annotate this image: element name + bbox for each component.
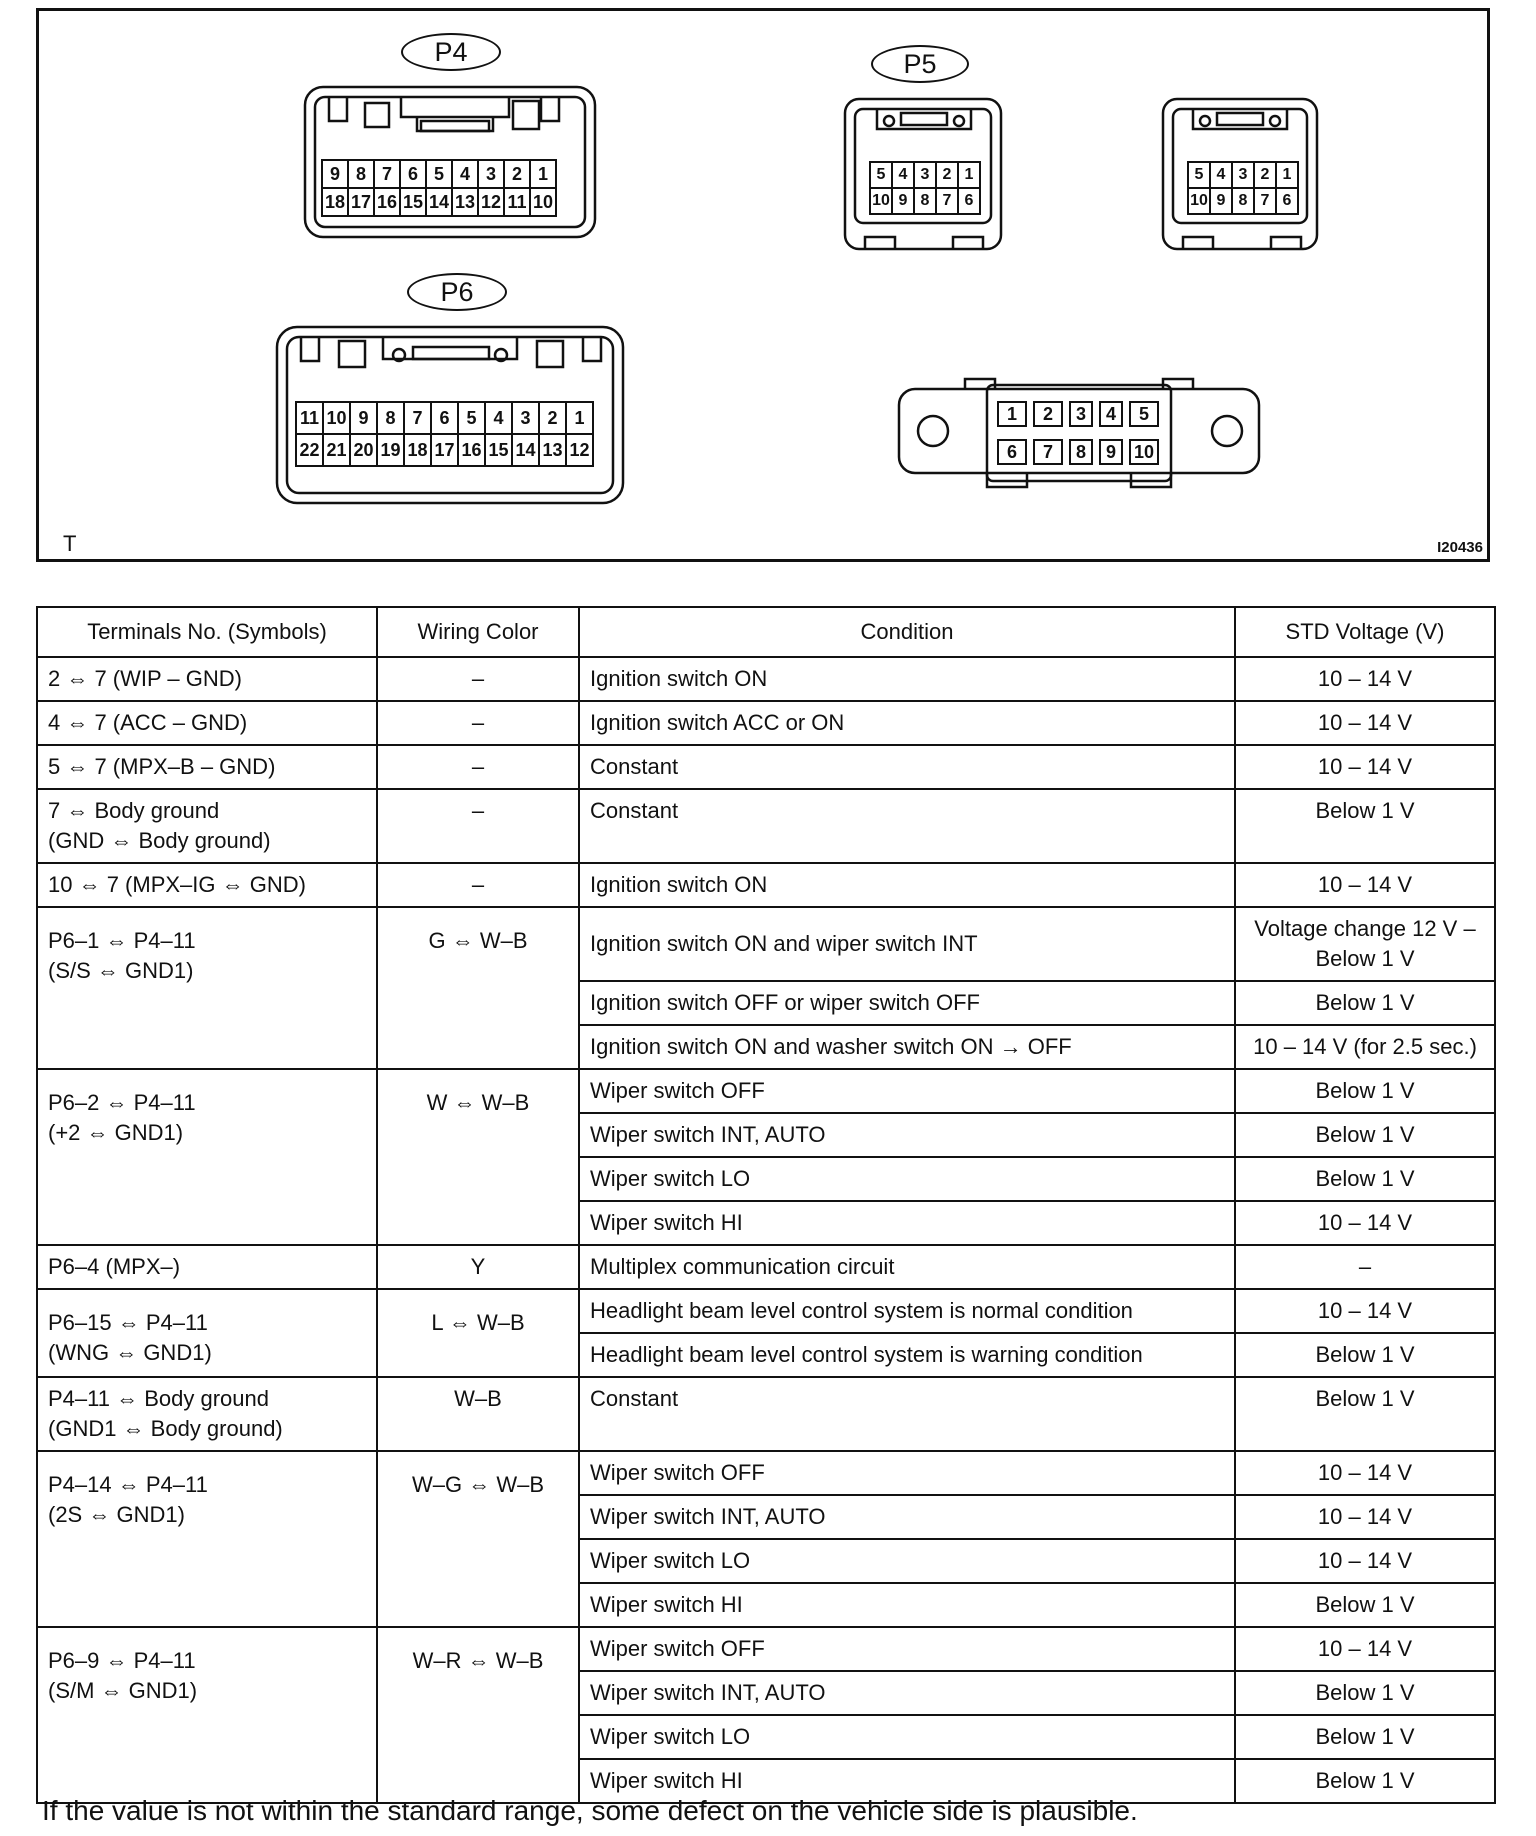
terminal-cell: P6–4 (MPX–): [37, 1245, 377, 1289]
pin: 1: [565, 401, 594, 435]
pin: 3: [477, 159, 505, 189]
terminal-cell: P4–14 ⇔ P4–11 (2S ⇔ GND1): [37, 1451, 377, 1627]
connector-5-pin-row-top: [997, 401, 1159, 427]
condition-cell: Ignition switch ON and washer switch ON → OFF: [579, 1025, 1235, 1069]
table-header-row: [37, 607, 1495, 657]
pin: 16: [457, 433, 486, 467]
table-row: [37, 1451, 1495, 1495]
condition-cell: Wiper switch INT, AUTO: [579, 1671, 1235, 1715]
condition-cell: Wiper switch INT, AUTO: [579, 1495, 1235, 1539]
terminal-cell: P6–2 ⇔ P4–11 (+2 ⇔ GND1): [37, 1069, 377, 1245]
table-row: [37, 745, 1495, 789]
table-body: [37, 657, 1495, 1803]
voltage-cell: Below 1 V: [1235, 1759, 1495, 1803]
condition-cell: Ignition switch ON: [579, 657, 1235, 701]
pin: 1: [957, 161, 981, 189]
voltage-cell: 10 – 14 V: [1235, 1201, 1495, 1245]
pin: 2: [503, 159, 531, 189]
pin: 5: [425, 159, 453, 189]
pin: 22: [295, 433, 324, 467]
header-condition: Condition: [579, 607, 1235, 657]
pin: 9: [891, 187, 915, 215]
voltage-cell: Below 1 V: [1235, 1157, 1495, 1201]
connector-5-pin-row-bottom: [997, 439, 1159, 465]
wiring-color-cell: W–B: [377, 1377, 579, 1451]
voltage-cell: 10 – 14 V: [1235, 657, 1495, 701]
wiring-color-cell: –: [377, 657, 579, 701]
voltage-cell: 10 – 14 V (for 2.5 sec.): [1235, 1025, 1495, 1069]
pin: 8: [1231, 187, 1255, 215]
pin: 19: [376, 433, 405, 467]
p5-pin-row-bottom: [869, 187, 979, 215]
terminal-voltage-table: [36, 606, 1496, 1804]
p4-pin-row-top: [321, 159, 555, 189]
condition-cell: Wiper switch LO: [579, 1157, 1235, 1201]
voltage-cell: 10 – 14 V: [1235, 745, 1495, 789]
terminal-cell: 7 ⇔ Body ground (GND ⇔ Body ground): [37, 789, 377, 863]
pin: 4: [484, 401, 513, 435]
condition-cell: Wiper switch OFF: [579, 1069, 1235, 1113]
pin: 2: [1253, 161, 1277, 189]
condition-cell: Ignition switch ACC or ON: [579, 701, 1235, 745]
wiring-color-cell: L ⇔ W–B: [377, 1289, 579, 1377]
terminal-cell: P6–1 ⇔ P4–11 (S/S ⇔ GND1): [37, 907, 377, 1069]
pin: 7: [1033, 439, 1063, 465]
condition-cell: Wiper switch OFF: [579, 1451, 1235, 1495]
pin: 6: [1275, 187, 1299, 215]
voltage-cell: Below 1 V: [1235, 1583, 1495, 1627]
wiring-color-cell: G ⇔ W–B: [377, 907, 579, 1069]
diagram-mark: T: [63, 531, 77, 556]
voltage-cell: Below 1 V: [1235, 1671, 1495, 1715]
voltage-cell: 10 – 14 V: [1235, 863, 1495, 907]
pin: 15: [484, 433, 513, 467]
pin: 7: [1253, 187, 1277, 215]
voltage-cell: Below 1 V: [1235, 981, 1495, 1025]
table-row: [37, 863, 1495, 907]
condition-cell: Constant: [579, 1377, 1235, 1451]
terminal-cell: P6–9 ⇔ P4–11 (S/M ⇔ GND1): [37, 1627, 377, 1803]
voltage-cell: Below 1 V: [1235, 1715, 1495, 1759]
wiring-color-cell: –: [377, 701, 579, 745]
pin: 3: [1231, 161, 1255, 189]
voltage-cell: Below 1 V: [1235, 1377, 1495, 1451]
pin: 5: [869, 161, 893, 189]
pin: 9: [1099, 439, 1123, 465]
condition-cell: Constant: [579, 745, 1235, 789]
header-std-voltage: STD Voltage (V): [1235, 607, 1495, 657]
wiring-color-cell: –: [377, 789, 579, 863]
wiring-color-cell: W ⇔ W–B: [377, 1069, 579, 1245]
voltage-cell: 10 – 14 V: [1235, 1627, 1495, 1671]
condition-cell: Wiper switch HI: [579, 1201, 1235, 1245]
pin: 10: [1187, 187, 1211, 215]
footer-note: If the value is not within the standard range, some defect on the vehicle side is plausible.: [42, 1795, 1138, 1826]
pin: 8: [1069, 439, 1093, 465]
pin: 4: [1209, 161, 1233, 189]
pin: 11: [503, 187, 531, 217]
wiring-color-cell: Y: [377, 1245, 579, 1289]
pin: 15: [399, 187, 427, 217]
table-row: [37, 1069, 1495, 1113]
wiring-color-cell: –: [377, 863, 579, 907]
pin: 10: [1129, 439, 1159, 465]
pin: 17: [430, 433, 459, 467]
pin: 1: [997, 401, 1027, 427]
connector-3-pin-row-top: [1187, 161, 1297, 189]
voltage-cell: Below 1 V: [1235, 789, 1495, 863]
pin: 9: [349, 401, 378, 435]
condition-cell: Ignition switch ON and wiper switch INT: [579, 907, 1235, 981]
table-row: [37, 907, 1495, 981]
header-terminals: Terminals No. (Symbols): [37, 607, 377, 657]
terminal-cell: P4–11 ⇔ Body ground (GND1 ⇔ Body ground): [37, 1377, 377, 1451]
pin: 4: [1099, 401, 1123, 427]
pin: 6: [997, 439, 1027, 465]
pin: 6: [957, 187, 981, 215]
pin: 18: [403, 433, 432, 467]
pin: 4: [891, 161, 915, 189]
condition-cell: Multiplex communication circuit: [579, 1245, 1235, 1289]
pin: 13: [451, 187, 479, 217]
condition-cell: Wiper switch HI: [579, 1759, 1235, 1803]
pin: 3: [511, 401, 540, 435]
pin: 11: [295, 401, 324, 435]
voltage-cell: 10 – 14 V: [1235, 1289, 1495, 1333]
pin: 20: [349, 433, 378, 467]
pin: 4: [451, 159, 479, 189]
pin: 9: [1209, 187, 1233, 215]
condition-cell: Wiper switch HI: [579, 1583, 1235, 1627]
terminal-cell: 10 ⇔ 7 (MPX–IG ⇔ GND): [37, 863, 377, 907]
pin: 12: [565, 433, 594, 467]
connector-outlines: [39, 11, 1487, 559]
condition-cell: Ignition switch ON: [579, 863, 1235, 907]
condition-cell: Wiper switch LO: [579, 1715, 1235, 1759]
pin: 7: [373, 159, 401, 189]
pin: 8: [376, 401, 405, 435]
terminal-cell: P6–15 ⇔ P4–11 (WNG ⇔ GND1): [37, 1289, 377, 1377]
pin: 10: [869, 187, 893, 215]
p5-pin-row-top: [869, 161, 979, 189]
pin: 8: [913, 187, 937, 215]
condition-cell: Headlight beam level control system is normal condition: [579, 1289, 1235, 1333]
pin: 7: [935, 187, 959, 215]
voltage-cell: 10 – 14 V: [1235, 1539, 1495, 1583]
voltage-cell: Below 1 V: [1235, 1333, 1495, 1377]
wiring-color-cell: W–G ⇔ W–B: [377, 1451, 579, 1627]
pin: 7: [403, 401, 432, 435]
pin: 14: [425, 187, 453, 217]
voltage-cell: Below 1 V: [1235, 1113, 1495, 1157]
pin: 6: [399, 159, 427, 189]
p6-pin-row-top: [295, 401, 592, 435]
voltage-cell: –: [1235, 1245, 1495, 1289]
table-row: [37, 1377, 1495, 1451]
table-row: [37, 1289, 1495, 1333]
p4-pin-row-bottom: [321, 187, 555, 217]
condition-cell: Wiper switch LO: [579, 1539, 1235, 1583]
header-wiring-color: Wiring Color: [377, 607, 579, 657]
voltage-cell: 10 – 14 V: [1235, 1451, 1495, 1495]
wiring-color-cell: W–R ⇔ W–B: [377, 1627, 579, 1803]
pin: 2: [538, 401, 567, 435]
table-row: [37, 701, 1495, 745]
connector-3-pin-row-bottom: [1187, 187, 1297, 215]
p6-pin-row-bottom: [295, 433, 592, 467]
voltage-cell: 10 – 14 V: [1235, 701, 1495, 745]
voltage-cell: Voltage change 12 V – Below 1 V: [1235, 907, 1495, 981]
terminal-cell: 4 ⇔ 7 (ACC – GND): [37, 701, 377, 745]
pin: 17: [347, 187, 375, 217]
voltage-cell: Below 1 V: [1235, 1069, 1495, 1113]
diagram-code: I20436: [1437, 539, 1483, 556]
pin: 14: [511, 433, 540, 467]
table-row: [37, 657, 1495, 701]
pin: 10: [322, 401, 351, 435]
pin: 1: [529, 159, 557, 189]
wiring-color-cell: –: [377, 745, 579, 789]
condition-cell: Constant: [579, 789, 1235, 863]
connector-diagram: [36, 8, 1490, 562]
table-row: [37, 1245, 1495, 1289]
pin: 9: [321, 159, 349, 189]
pin: 5: [1187, 161, 1211, 189]
connector-label-p5: P5: [871, 45, 969, 83]
pin: 2: [935, 161, 959, 189]
table-row: [37, 1627, 1495, 1671]
pin: 6: [430, 401, 459, 435]
connector-label-p4: P4: [401, 33, 501, 71]
pin: 8: [347, 159, 375, 189]
pin: 5: [1129, 401, 1159, 427]
voltage-cell: 10 – 14 V: [1235, 1495, 1495, 1539]
pin: 2: [1033, 401, 1063, 427]
terminal-cell: 5 ⇔ 7 (MPX–B – GND): [37, 745, 377, 789]
condition-cell: Headlight beam level control system is warning condition: [579, 1333, 1235, 1377]
pin: 13: [538, 433, 567, 467]
condition-cell: Wiper switch INT, AUTO: [579, 1113, 1235, 1157]
connector-label-p6: P6: [407, 273, 507, 311]
table-row: [37, 789, 1495, 863]
terminal-cell: 2 ⇔ 7 (WIP – GND): [37, 657, 377, 701]
pin: 1: [1275, 161, 1299, 189]
pin: 3: [1069, 401, 1093, 427]
pin: 5: [457, 401, 486, 435]
condition-cell: Wiper switch OFF: [579, 1627, 1235, 1671]
condition-cell: Ignition switch OFF or wiper switch OFF: [579, 981, 1235, 1025]
pin: 3: [913, 161, 937, 189]
pin: 10: [529, 187, 557, 217]
pin: 16: [373, 187, 401, 217]
pin: 18: [321, 187, 349, 217]
pin: 21: [322, 433, 351, 467]
pin: 12: [477, 187, 505, 217]
